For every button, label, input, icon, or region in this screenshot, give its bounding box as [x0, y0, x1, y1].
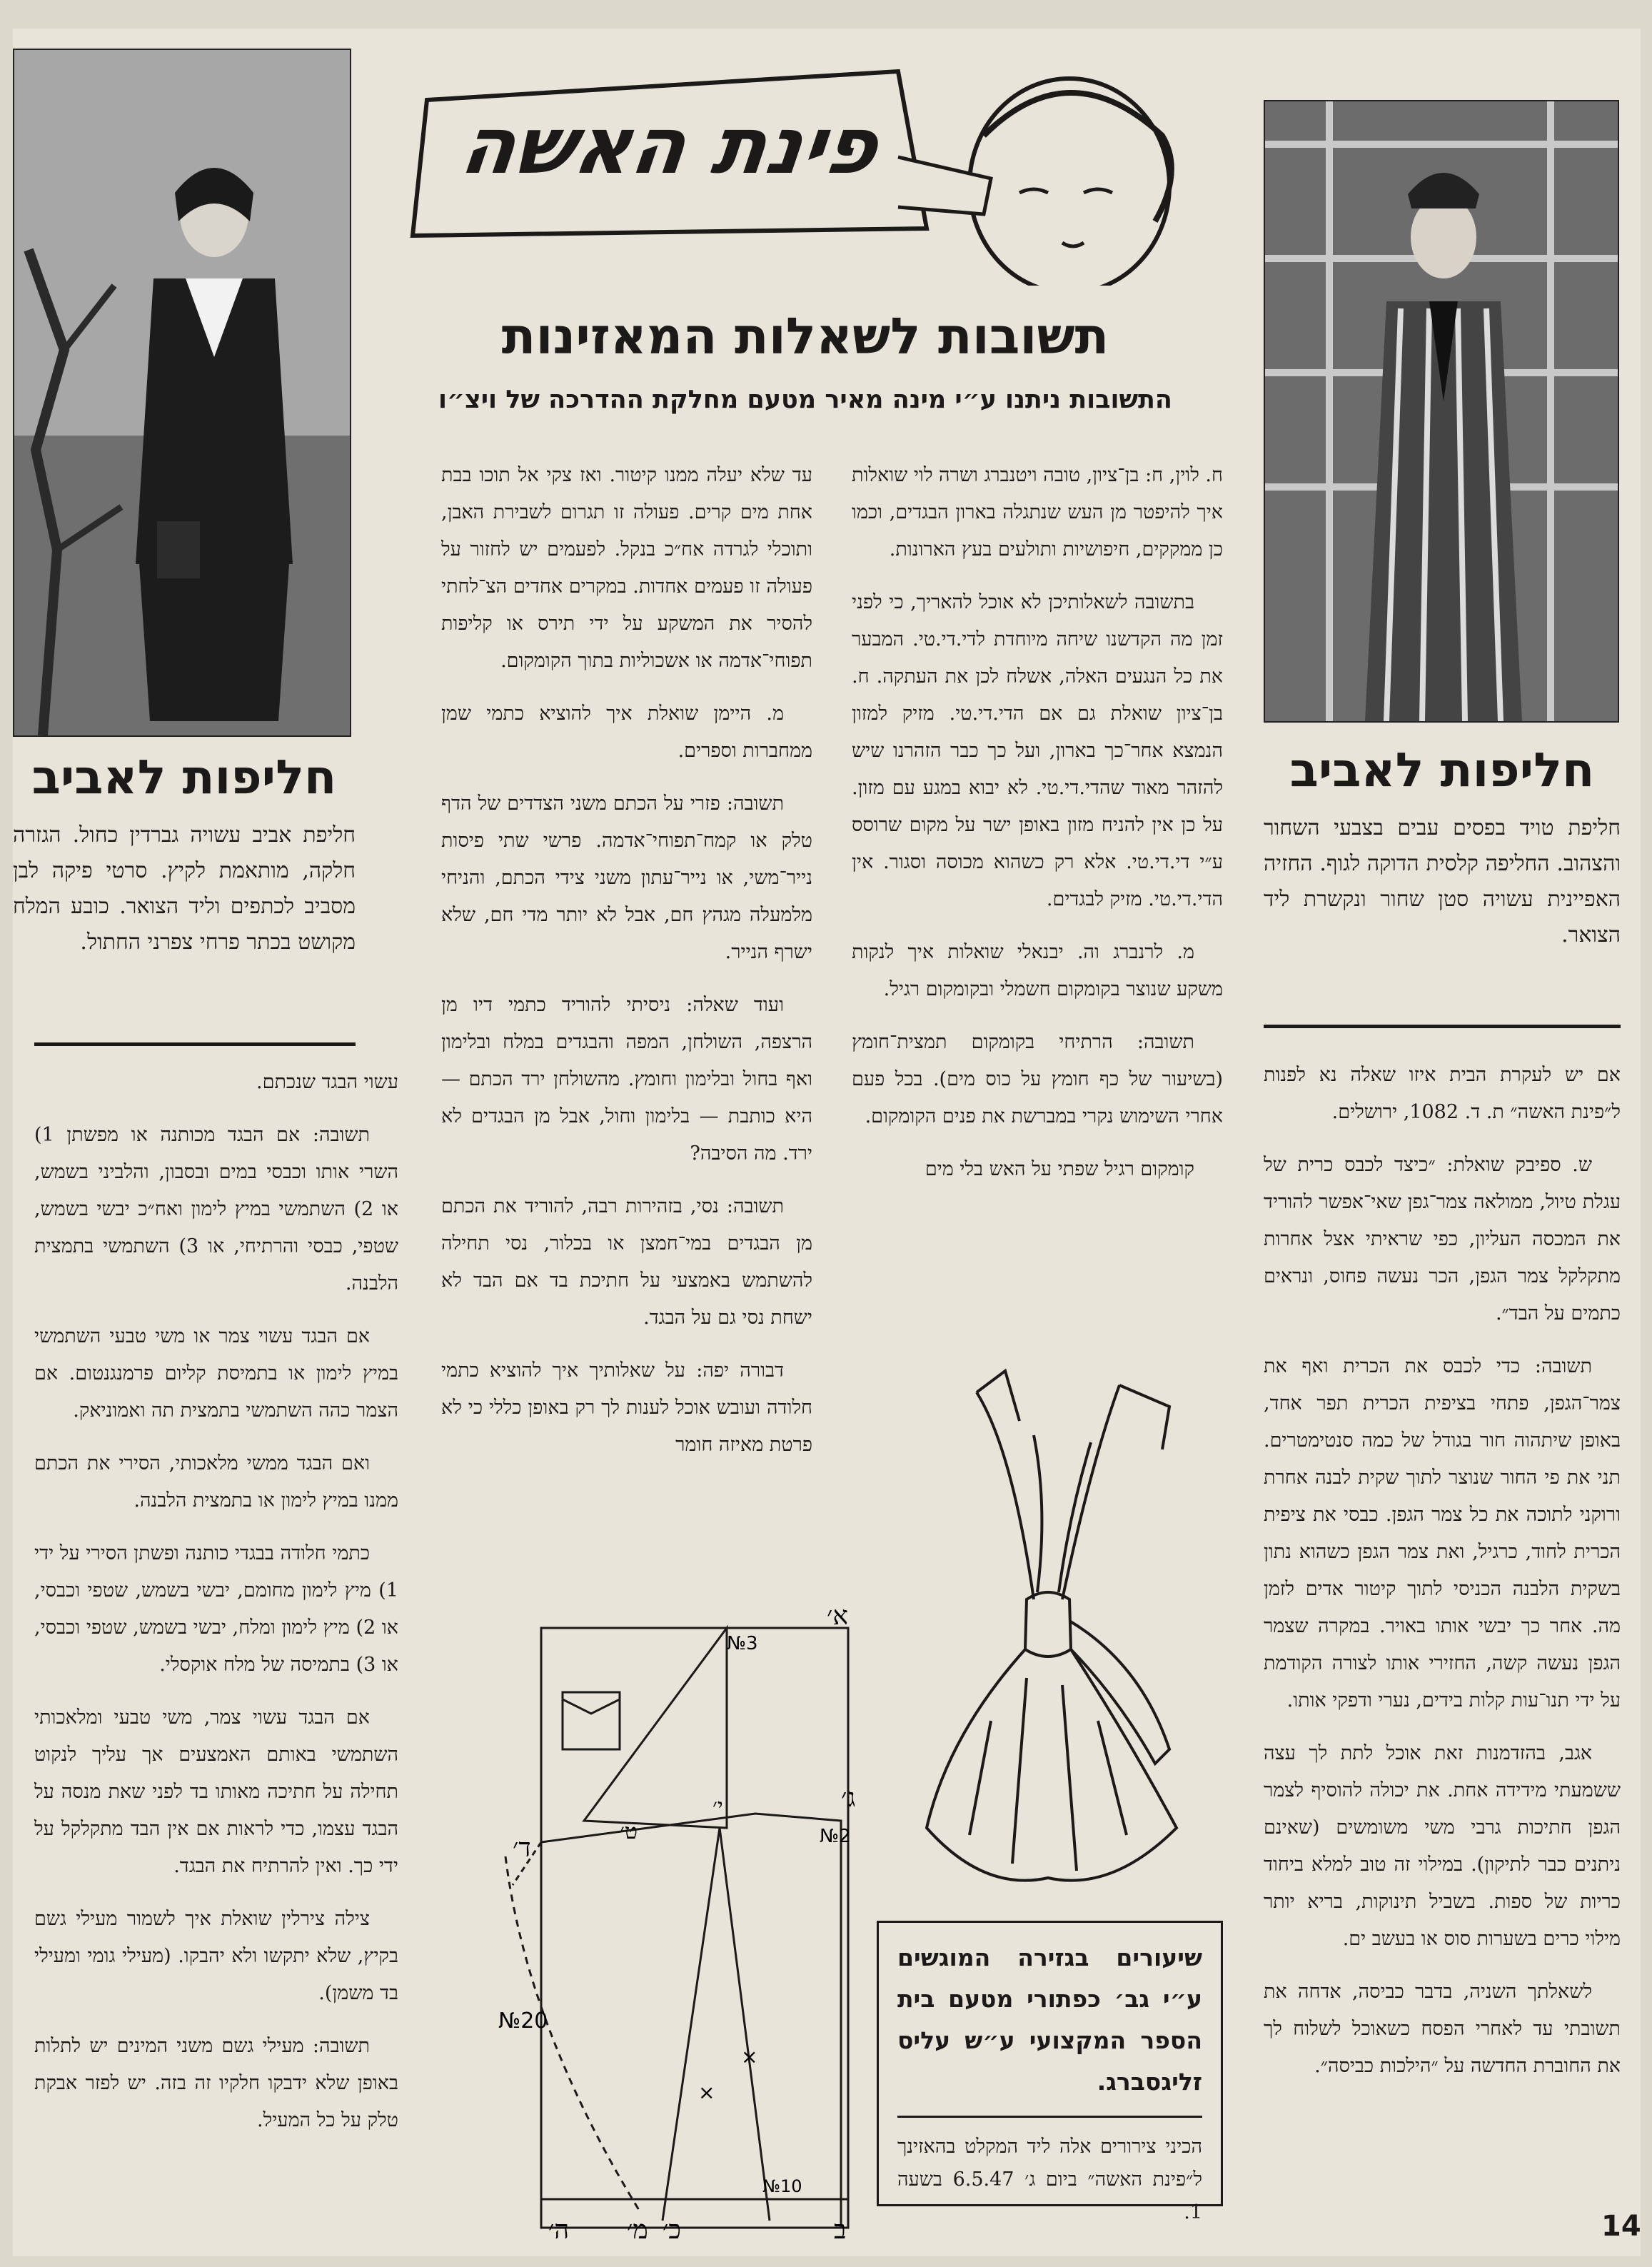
paragraph: תשובה: הרתיחי בקומקום תמצית־חומץ (בשיעור של כף חומץ על כוס מים). בכל פעם אחרי השימוש נקרי במברשת את פנים הקומקום. — [852, 1031, 1223, 1127]
paragraph: אגב, בהזדמנות זאת אוכל לתת לך עצה ששמעתי מידידה אחת. את יכולה להוסיף לצמר הגפן חתיכות גרבי משי משומשים (שאינם ניתנים כבר לתיקון). במילוי זה טוב למלא ביחוד כריות של ספות. בשביל תינוקות, בריא יותר מילוי כרים בשערות סוס או בעשב ים. — [1264, 1742, 1621, 1950]
right-panel-rule — [1264, 1025, 1621, 1028]
paragraph: כתמי חלודה בבגדי כותנה ופשתן הסירי על ידי 1) מיץ לימון מחומם, יבשי בשמש, שטפי וכבסי, או 2) מיץ לימון ומלח, יבשי בשמש, שטפי וכבסי, או 3) בתמיסה של מלח אוקסלי. — [34, 1542, 398, 1676]
left-panel-title: חליפות לאביב — [31, 750, 337, 805]
paragraph: ועוד שאלה: ניסיתי להוריד כתמי דיו מן הרצפה, השולחן, המפה והבגדים במלח ובלימון ואף בחול ובלימון וחומץ. מהשולחן ירד הכתם — היא כותבת — בלימון וחול, אבל מן הבגדים לא ירד. מה הסיבה? — [441, 994, 812, 1165]
paragraph: ח. לוין, ח: בן־ציון, טובה ויטנברג ושרה לוי שואלות איך להיפטר מן העש שנתגלה בארון הבגדים, וכמו כן ממקקים, חיפושיות ותולעים בעץ הארונות. — [852, 464, 1223, 561]
pattern-label-he: ה׳ — [548, 2216, 570, 2242]
paragraph: תשובה: אם הבגד מכותנה או מפשתן 1) השרי אותו וכבסי במים ובסבון, והלביני בשמש, או 2) השתמשי במיץ לימון ואח״כ יבשי בשמש, שטפי, כבסי והרתיחי, או 3) השתמשי בתמצית הלבנה. — [34, 1124, 398, 1295]
pattern-label-mem: מ׳ — [627, 2216, 648, 2242]
pattern-label-no20: №20 — [498, 2009, 548, 2034]
notice-rule — [897, 2116, 1202, 2118]
paragraph: ואם הבגד ממשי מלאכותי, הסירי את הכתם ממנו במיץ לימון או בתמצית הלבנה. — [34, 1452, 398, 1512]
right-panel-caption: חליפת טויד בפסים עבים בצבעי השחור והצהוב. החליפה קלסית הדוקה לגוף. החזיה האפיינית עשויה סטן שחור ונקשרת ליד הצואר. — [1264, 815, 1621, 947]
text-column-left — [34, 1064, 398, 2221]
paragraph: אם הבגד עשוי צמר, משי טבעי ומלאכותי השתמשי באותם האמצעים אך עליך לנקוט תחילה על חתיכה מאותו בד לפני שאת מנסה על הבגד עצמו, כדי לראות אם אין הבד מתקלקל על ידי כך. ואין להרתיח את הבגד. — [34, 1706, 398, 1877]
page-number: 14 — [1601, 2210, 1641, 2243]
woman-in-suit-illustration — [14, 50, 350, 735]
pattern-label-kaf: כ׳ — [663, 2216, 681, 2242]
logo-word: פינת האשה — [455, 100, 884, 191]
text-column-center-right — [852, 457, 1223, 1328]
notice-sub: הכיני צירורים אלה ליד המקלט בהאזינך ל״פינת האשה״ ביום ג׳ 6.5.47 בשעה 1. — [897, 2136, 1202, 2223]
text-column-right — [1264, 1057, 1621, 2085]
sewing-pattern-diagram — [484, 1585, 855, 2242]
paragraph: עד שלא יעלה ממנו קיטור. ואז צקי אל תוכו בבת אחת מים קרים. פעולה זו תגרום לשבירת האבן, ותוכלי לגרדה אח״כ בנקל. לפעמים יש לחזור על פעולה זו פעמים אחדות. במקרים אחדים הצ־לחתי להסיר את המשקע על ידי תירס או קליפות תפוחי־אדמה או אשכוליות בתוך הקומקום. — [441, 464, 812, 672]
paragraph: תשובה: פזרי על הכתם משני הצדדים של הדף טלק או קמח־תפוחי־אדמה. פרשי שתי פיסות נייר־משי, או נייר־עתון משני צידי הכתם, והניחי מלמעלה מגהץ חם, אבל לא יותר מדי חם, שלא ישרף הנייר. — [441, 793, 812, 963]
pattern-drawing — [484, 1585, 855, 2242]
text-column-center-left — [441, 457, 812, 1599]
magazine-page — [13, 29, 1641, 2256]
paragraph: אם יש לעקרת הבית איזו שאלה נא לפנות ל״פינת האשה״ ת. ד. 1082, ירושלים. — [1264, 1064, 1621, 1123]
notice-main: שיעורים בגזירה המוגשים ע״י גב׳ כפתורי מטעם בית הספר המקצועי ע״ש עליס זליגסברג. — [897, 1944, 1202, 2096]
pattern-label-yud: י׳ — [712, 1794, 723, 1819]
paragraph: מ. לרנברג וה. יבנאלי שואלות איך לנקות משקע שנוצר בקומקום חשמלי ובקומקום רגיל. — [852, 941, 1223, 1000]
paragraph: דבורה יפה: על שאלותיך איך להוציא כתמי חלודה ועובש אוכל לענות לך רק באופן כללי כי לא פרטת מאיזה חומר — [441, 1359, 812, 1456]
paragraph: עשוי הבגד שנכתם. — [256, 1071, 398, 1093]
right-panel-title: חליפות לאביב — [1289, 743, 1595, 798]
pattern-label-gimel: ג׳ — [841, 1784, 855, 1813]
halter-dress-drawing — [884, 1364, 1212, 1906]
masthead-logo — [398, 50, 1212, 286]
pattern-label-alef: א׳ — [827, 1602, 848, 1631]
paragraph: תשובה: נסי, בזהירות רבה, להוריד את הכתם מן הבגדים במי־חמצן או בכלור, נסי תחילה להשתמש באמצעי על חתיכת בד אם הבד לא ישחת נסי גם על הבגד. — [441, 1195, 812, 1329]
pattern-label-dalet: ד׳ — [513, 1834, 531, 1863]
sewing-lesson-notice — [877, 1921, 1223, 2223]
pattern-label-no2: №2 — [820, 1826, 851, 1847]
woman-in-striped-suit-illustration — [1265, 101, 1618, 721]
paragraph: צילה צירלין שואלת איך לשמור מעילי גשם בקיץ, שלא יתקשו ולא יהבקו. (מעילי גומי ומעילי בד משמן). — [34, 1908, 398, 2004]
paragraph: אם הבגד עשוי צמר או משי טבעי השתמשי במיץ לימון או בתמיסת קליום פרמנגנטום. אם הצמר כהה השתמשי בתמצית תה ואמוניאק. — [34, 1325, 398, 1422]
paragraph: קומקום רגיל שפתי על האש בלי מים — [925, 1158, 1194, 1180]
left-panel-rule — [34, 1042, 356, 1046]
pattern-label-no3: №3 — [727, 1633, 758, 1654]
pattern-mark: × — [741, 2045, 758, 2069]
pattern-label-bet: ב — [834, 2216, 847, 2242]
pattern-label-no10: №10 — [762, 2176, 802, 2196]
right-fashion-photo — [1264, 100, 1619, 723]
pattern-mark: × — [698, 2081, 715, 2104]
page-subheadline: התשובות ניתנו ע״י מינה מאיר מטעם מחלקת ההדרכה של ויצ״ו — [438, 386, 1172, 414]
page-headline: תשובות לשאלות המאזינות — [501, 307, 1109, 366]
paragraph: לשאלתך השניה, בדבר כביסה, אדחה את תשובתי עד לאחרי הפסח כשאוכל לשלוח לך את החוברת החדשה על ״הילכות כביסה״. — [1264, 1981, 1621, 2077]
dress-illustration — [884, 1364, 1212, 1906]
paragraph: מ. היימן שואלת איך להוציא כתמי שמן ממחברות וספרים. — [441, 703, 812, 762]
pattern-label-tet: ט׳ — [620, 1819, 638, 1844]
left-fashion-photo — [13, 49, 351, 737]
paragraph: תשובה: כדי לכבס את הכרית ואף את צמר־הגפן, פתחי בציפית הכרית תפר אחד, באופן שיתהוה חור בגודל של כמה סנטימטרים. תני את פי החור שנוצר לתוך שקית לבנה אחרת ורוקני לתוכה את כל צמר הגפן. כבסי את ציפית הכרית לחוד, כרגיל, ואת צמר הגפן כשהוא נתון בשקית הלבנה הכניסי לתוך קיטור אדים לזמן מה. אחר כך יבשי אותו באויר. במקרה שצמר הגפן נעשה קשה, החזירי אותו לצורה הקודמת על ידי תנו־עות קלות בידים, נערי ודפקי אותו. — [1264, 1355, 1621, 1711]
paragraph: ש. ספיבק שואלת: ״כיצד לכבס כרית של עגלת טיול, ממולאה צמר־גפן שאי־אפשר להוריד את המכסה העליון, כפי שראיתי אצל אחרות מתקלקל צמר הגפן, הכר נעשה פחוס, ונראים כתמים על הבד״. — [1264, 1154, 1621, 1324]
paragraph: בתשובה לשאלותיכן לא אוכל להאריך, כי לפני זמן מה הקדשנו שיחה מיוחדת לדי.די.טי. המבער את כל הנגעים האלה, אשלח לכן את העתקה. ח. בן־ציון שואלת גם אם הדי.די.טי. מזיק למזון הנמצא אחר־כך בארון, ועל כך כבר הזהרנו שיש להזהר מאוד שהדי.די.טי. לא יבוא במגע עם מזון. על כן אין להניח מזון באופן ישר על מקום שרוסס ע״י די.די.טי. אלא רק כשהוא מכוסה וסגור. אין הדי.די.טי. מזיק לבגדים. — [852, 591, 1223, 910]
left-panel-caption: חליפת אביב עשויה גברדין כחול. הגזרה חלקה, מותאמת לקיץ. סרטי פיקה לבן מסביב לכתפים וליד הצואר. כובע המלח מקושט בכתר פרחי צפרני החתול. — [13, 823, 356, 955]
paragraph: תשובה: מעילי גשם משני המינים יש לתלות באופן שלא ידבקו חלקיו זה בזה. יש לפזר אבקת טלק על כל המעיל. — [34, 2035, 398, 2131]
